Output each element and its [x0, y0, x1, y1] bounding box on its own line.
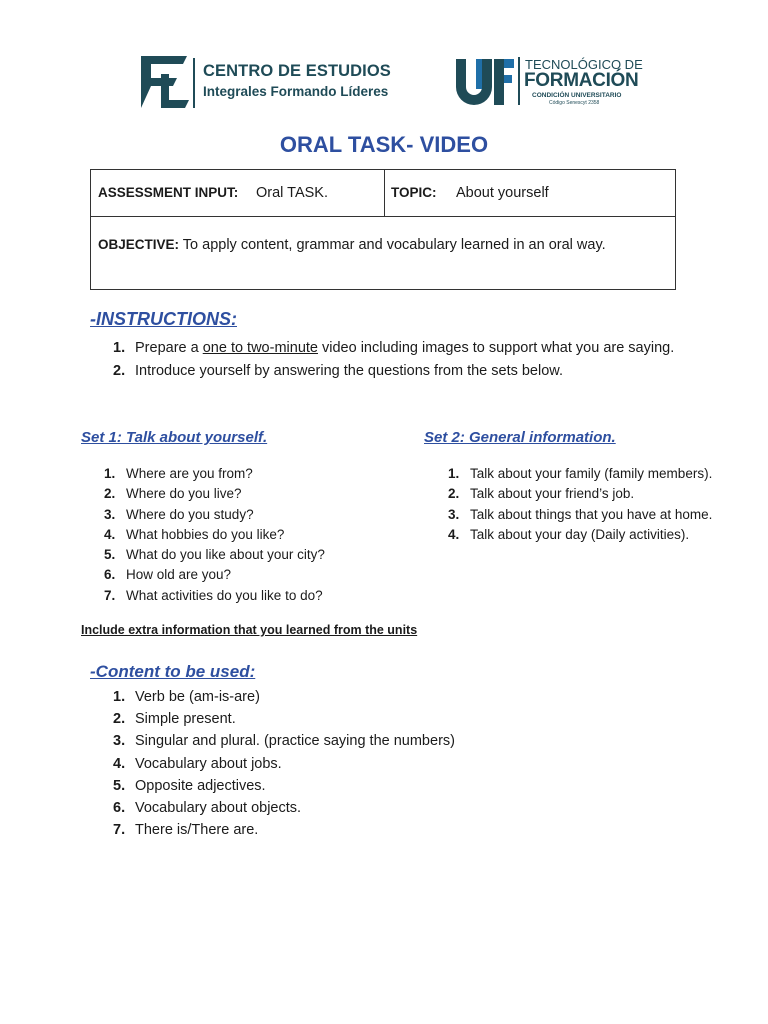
set2-heading: Set 2: General information.	[424, 429, 616, 446]
content-list	[113, 686, 613, 841]
uf-logo-icon	[454, 55, 516, 107]
list-item	[113, 753, 613, 775]
item-text: video including images to support what you are saying.	[317, 340, 675, 356]
item-number: 2.	[113, 711, 126, 728]
list-item	[113, 338, 703, 360]
list-item	[113, 797, 613, 819]
assessment-input-label: ASSESSMENT INPUT:	[98, 185, 239, 200]
item-number: 7.	[104, 587, 116, 603]
list-item	[448, 484, 718, 504]
item-text: There is/There are.	[135, 822, 259, 839]
list-item	[448, 525, 718, 545]
list-item	[104, 464, 404, 484]
cefl-logo-icon	[137, 54, 193, 110]
logo-subtitle: Integrales Formando Líderes	[203, 84, 389, 99]
logo-name: CENTRO DE ESTUDIOS	[203, 62, 391, 80]
objective-cell	[98, 232, 658, 258]
item-number: 5.	[104, 547, 116, 563]
instructions-list	[113, 338, 703, 382]
list-item	[113, 730, 613, 752]
info-table-row	[91, 170, 675, 217]
content-heading: -Content to be used:	[90, 662, 256, 681]
assessment-input-value: Oral TASK.	[256, 185, 328, 201]
item-number: 2.	[113, 362, 126, 379]
logo-divider	[193, 58, 195, 108]
item-number: 3.	[104, 506, 116, 522]
set2-list	[448, 464, 718, 545]
item-text: Singular and plural. (practice saying the numbers)	[135, 733, 455, 750]
list-item	[104, 505, 404, 525]
item-number: 4.	[448, 526, 460, 542]
table-divider	[384, 170, 385, 216]
item-text: Simple present.	[135, 711, 236, 728]
logo-centro-de-estudios	[137, 54, 397, 110]
item-text: Where are you from?	[126, 466, 253, 481]
instructions-heading: -INSTRUCTIONS:	[90, 309, 237, 329]
item-number: 1.	[448, 466, 460, 481]
list-item	[104, 525, 404, 545]
topic-label: TOPIC:	[391, 185, 437, 200]
item-text: Opposite adjectives.	[135, 777, 266, 794]
list-item	[113, 686, 613, 708]
item-text: Where do you live?	[126, 486, 242, 502]
logo-line4: Código Senescyt 2358	[549, 100, 600, 106]
topic-value: About yourself	[456, 185, 549, 201]
item-number: 2.	[448, 486, 460, 502]
item-text: Talk about things that you have at home.	[470, 506, 713, 522]
objective-text: To apply content, grammar and vocabulary learned in an oral way.	[179, 237, 606, 253]
list-item	[113, 361, 703, 383]
item-number: 4.	[113, 755, 126, 772]
item-text: How old are you?	[126, 567, 232, 583]
item-text: Where do you study?	[126, 506, 254, 522]
assessment-info-table	[90, 169, 676, 290]
logo-divider	[518, 57, 520, 105]
item-text: Introduce yourself by answering the questions from the sets below.	[135, 362, 563, 379]
item-text: Verb be (am-is-are)	[135, 689, 260, 705]
item-number: 4.	[104, 526, 116, 542]
set1-heading: Set 1: Talk about yourself.	[81, 429, 268, 446]
item-text: Prepare a	[135, 340, 203, 356]
set1-list	[104, 464, 404, 606]
objective-label: OBJECTIVE:	[98, 237, 180, 252]
logo-tecnologico-de-formacion	[454, 55, 644, 111]
item-number: 7.	[113, 822, 126, 839]
item-emphasis: one to two-minute	[202, 340, 318, 356]
list-item	[104, 545, 404, 565]
item-number: 2.	[104, 486, 116, 502]
logo-line1: TECNOLÓGICO DE	[525, 57, 643, 72]
item-number: 1.	[113, 340, 126, 356]
list-item	[448, 505, 718, 525]
list-item	[448, 464, 718, 484]
item-text: Talk about your day (Daily activities).	[470, 526, 690, 542]
list-item	[113, 775, 613, 797]
extra-info-note: Include extra information that you learned from the units	[81, 623, 418, 637]
list-item	[104, 484, 404, 504]
page-title: ORAL TASK- VIDEO	[279, 132, 489, 157]
item-text: Vocabulary about objects.	[135, 800, 302, 817]
item-number: 3.	[448, 506, 460, 522]
item-number: 1.	[104, 466, 116, 481]
item-text: Vocabulary about jobs.	[135, 755, 282, 772]
item-number: 6.	[104, 567, 116, 583]
item-text: Talk about your family (family members).	[470, 466, 713, 481]
list-item	[104, 565, 404, 585]
list-item	[113, 708, 613, 730]
item-number: 3.	[113, 733, 126, 750]
item-text: Talk about your friend’s job.	[470, 486, 635, 502]
item-number: 5.	[113, 777, 126, 794]
list-item	[104, 586, 404, 606]
item-number: 6.	[113, 800, 126, 817]
list-item	[113, 819, 613, 841]
item-text: What do you like about your city?	[126, 547, 325, 563]
item-number: 1.	[113, 689, 126, 705]
item-text: What activities do you like to do?	[126, 587, 323, 603]
logo-line3: CONDICIÓN UNIVERSITARIO	[532, 92, 622, 99]
item-text: What hobbies do you like?	[126, 526, 285, 542]
logo-line2: FORMACIÓN	[524, 70, 639, 91]
